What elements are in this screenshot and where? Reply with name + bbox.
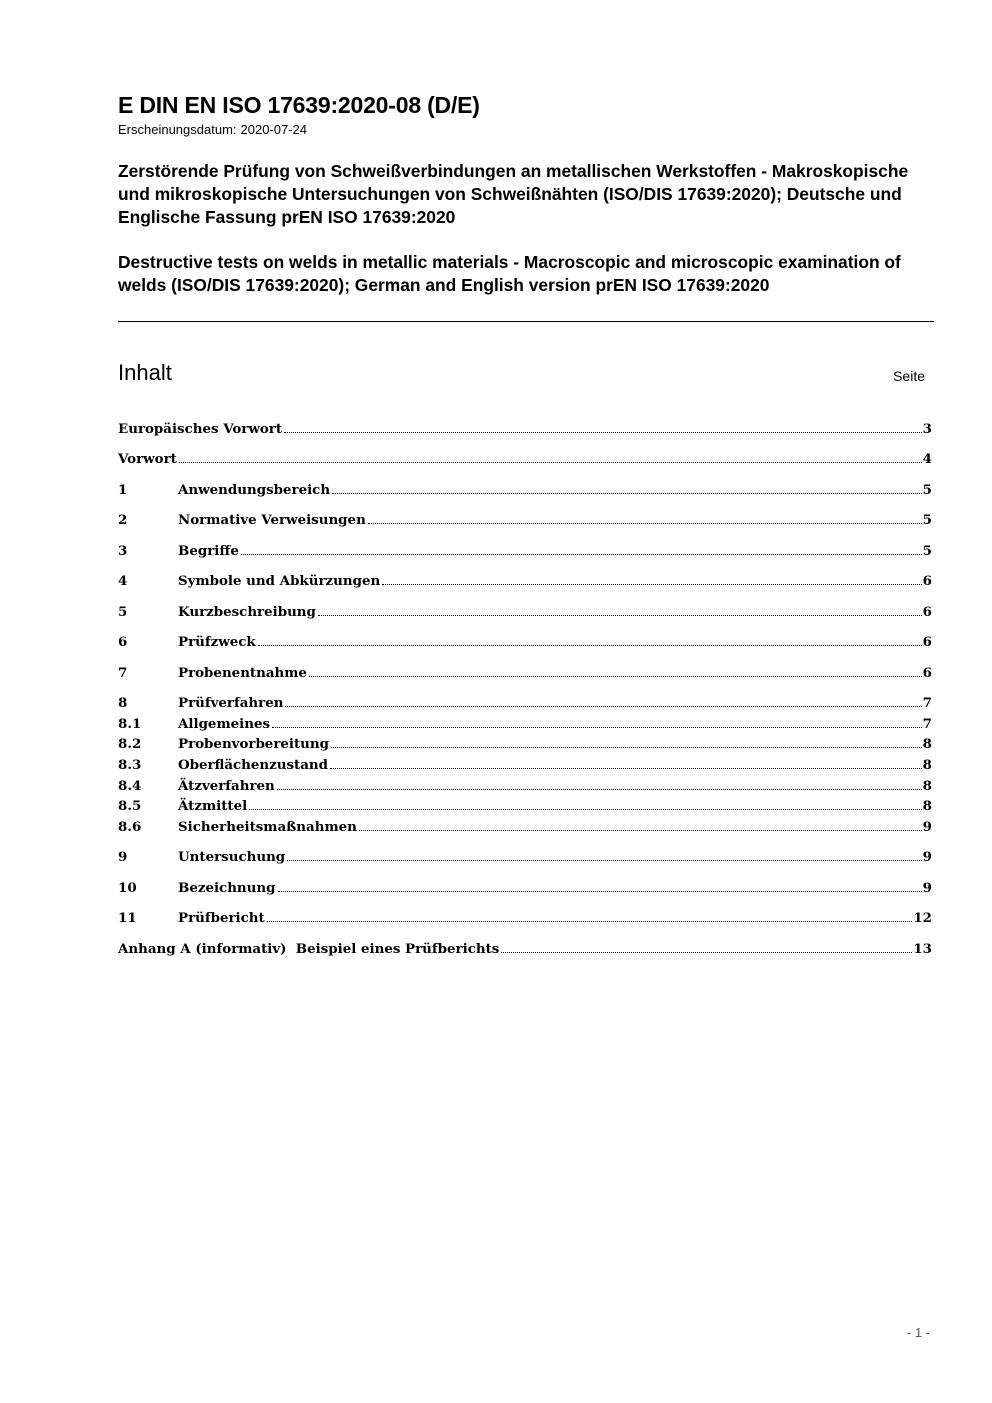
publication-date-label: Erscheinungsdatum: xyxy=(118,122,237,137)
toc-entry-number: 8.5 xyxy=(118,798,142,814)
title-german: Zerstörende Prüfung von Schweißverbindungen an metallischen Werkstoffen - Makroskopische und mikroskopische Untersuchungen von Schweißnähten (ISO/DIS 17639:2020); Deutsche und Englische Fassung prEN ISO 17639:2020 xyxy=(118,161,909,227)
toc-entry-number: 8.4 xyxy=(118,778,142,794)
toc-leader-dots xyxy=(272,727,922,728)
toc-entry-page: 12 xyxy=(913,910,932,926)
toc-leader-dots xyxy=(382,584,921,585)
toc-entry-label: Vorwort xyxy=(118,451,177,467)
toc-entry-label: Oberflächenzustand xyxy=(178,757,328,773)
toc-entry-page: 13 xyxy=(913,941,932,957)
toc-entry-page: 6 xyxy=(922,604,932,620)
toc-entry[interactable] xyxy=(118,478,932,498)
toc-entry-number: 8.2 xyxy=(118,736,142,752)
toc-leader-dots xyxy=(267,921,913,922)
toc-entry[interactable] xyxy=(118,539,932,559)
toc-entry[interactable] xyxy=(118,815,932,835)
toc-entry-number: 11 xyxy=(118,910,137,926)
toc-leader-dots xyxy=(249,809,921,810)
toc-entry-number: 7 xyxy=(118,665,128,681)
toc-leader-dots xyxy=(285,706,921,707)
toc-entry[interactable] xyxy=(118,600,932,620)
toc-entry-label: Symbole und Abkürzungen xyxy=(178,573,381,589)
toc-entry-page: 8 xyxy=(922,798,932,814)
publication-date-line xyxy=(118,122,307,137)
toc-entry-label: Prüfbericht xyxy=(178,910,265,926)
toc-entry-label: Prüfverfahren xyxy=(178,695,284,711)
toc-entry-label: Kurzbeschreibung xyxy=(178,604,316,620)
toc-entry[interactable] xyxy=(118,753,932,773)
toc-entry-page: 7 xyxy=(922,716,932,732)
toc-leader-dots xyxy=(368,523,922,524)
toc-heading: Inhalt xyxy=(118,360,172,385)
toc-entry[interactable] xyxy=(118,569,932,589)
toc-entry[interactable] xyxy=(118,774,932,794)
toc-entry-number: 4 xyxy=(118,573,128,589)
toc-leader-dots xyxy=(284,432,922,433)
toc-entry-number: 6 xyxy=(118,634,128,650)
toc-leader-dots xyxy=(258,645,922,646)
toc-entry[interactable] xyxy=(118,508,932,528)
publication-date: 2020-07-24 xyxy=(240,122,308,137)
toc-entry-page: 6 xyxy=(922,573,932,589)
toc-entry-label: Normative Verweisungen xyxy=(178,512,366,528)
toc-entry[interactable] xyxy=(118,417,932,437)
toc-entry-number: 8.3 xyxy=(118,757,142,773)
toc-entry[interactable] xyxy=(118,937,932,957)
toc-entry-page: 8 xyxy=(922,778,932,794)
toc-entry-label: Begriffe xyxy=(178,543,239,559)
toc-entry[interactable] xyxy=(118,732,932,752)
toc-entry-page: 9 xyxy=(922,880,932,896)
toc-leader-dots xyxy=(331,747,922,748)
toc-entry-label: Ätzverfahren xyxy=(178,778,275,794)
toc-leader-dots xyxy=(330,768,922,769)
toc-entry-number: 10 xyxy=(118,880,137,896)
toc-entry-page: 5 xyxy=(922,482,932,498)
toc-entry-label: Prüfzweck xyxy=(178,634,256,650)
toc-entry-page: 6 xyxy=(922,665,932,681)
toc-entry[interactable] xyxy=(118,794,932,814)
toc-entry[interactable] xyxy=(118,447,932,467)
toc-leader-dots xyxy=(179,462,922,463)
toc-entry-label: Anhang A (informativ) Beispiel eines Prüfberichts xyxy=(118,941,500,957)
toc-entry-page: 9 xyxy=(922,819,932,835)
toc-entry-number: 8 xyxy=(118,695,128,711)
toc-entry-label: Probenentnahme xyxy=(178,665,307,681)
title-divider xyxy=(118,321,934,322)
toc-entry[interactable] xyxy=(118,630,932,650)
toc-entry-label: Sicherheitsmaßnahmen xyxy=(178,819,357,835)
toc-entry-page: 5 xyxy=(922,543,932,559)
toc-entry-label: Probenvorbereitung xyxy=(178,736,330,752)
toc-entry-page: 8 xyxy=(922,736,932,752)
toc-entry-label: Ätzmittel xyxy=(178,798,248,814)
toc-entry-number: 5 xyxy=(118,604,128,620)
toc-entry[interactable] xyxy=(118,661,932,681)
toc-leader-dots xyxy=(359,830,922,831)
toc-page-column-label: Seite xyxy=(893,368,925,384)
toc-entry-label: Untersuchung xyxy=(178,849,286,865)
toc-entry-page: 6 xyxy=(922,634,932,650)
toc-entry-number: 3 xyxy=(118,543,128,559)
toc-entry[interactable] xyxy=(118,876,932,896)
toc-entry-label: Bezeichnung xyxy=(178,880,276,896)
toc-leader-dots xyxy=(318,615,922,616)
toc-entry-page: 5 xyxy=(922,512,932,528)
toc-leader-dots xyxy=(277,789,922,790)
toc-entry-number: 1 xyxy=(118,482,128,498)
toc-entry-label: Allgemeines xyxy=(178,716,271,732)
toc-entry-page: 8 xyxy=(922,757,932,773)
toc-entry-label: Europäisches Vorwort xyxy=(118,421,283,437)
toc-entry-number: 8.6 xyxy=(118,819,142,835)
toc-entry-label: Anwendungsbereich xyxy=(178,482,331,498)
toc-entry[interactable] xyxy=(118,906,932,926)
document-id: E DIN EN ISO 17639:2020-08 (D/E) xyxy=(118,92,480,118)
page-number: - 1 - xyxy=(906,1325,930,1340)
toc-leader-dots xyxy=(287,860,922,861)
toc-entry[interactable] xyxy=(118,691,932,711)
title-english: Destructive tests on welds in metallic materials - Macroscopic and microscopic examination of welds (ISO/DIS 17639:2020); German and English version prEN ISO 17639:2020 xyxy=(118,252,901,295)
toc-leader-dots xyxy=(332,493,922,494)
toc-entry-number: 9 xyxy=(118,849,128,865)
toc-entry-number: 8.1 xyxy=(118,716,142,732)
toc-leader-dots xyxy=(501,952,912,953)
toc-entry-number: 2 xyxy=(118,512,128,528)
toc-entry-page: 7 xyxy=(922,695,932,711)
toc-entry-page: 9 xyxy=(922,849,932,865)
toc-entry-page: 4 xyxy=(922,451,932,467)
toc-entry[interactable] xyxy=(118,712,932,732)
toc-entry[interactable] xyxy=(118,845,932,865)
toc-leader-dots xyxy=(309,676,922,677)
toc-leader-dots xyxy=(241,554,922,555)
toc-leader-dots xyxy=(278,891,922,892)
toc-entry-page: 3 xyxy=(922,421,932,437)
